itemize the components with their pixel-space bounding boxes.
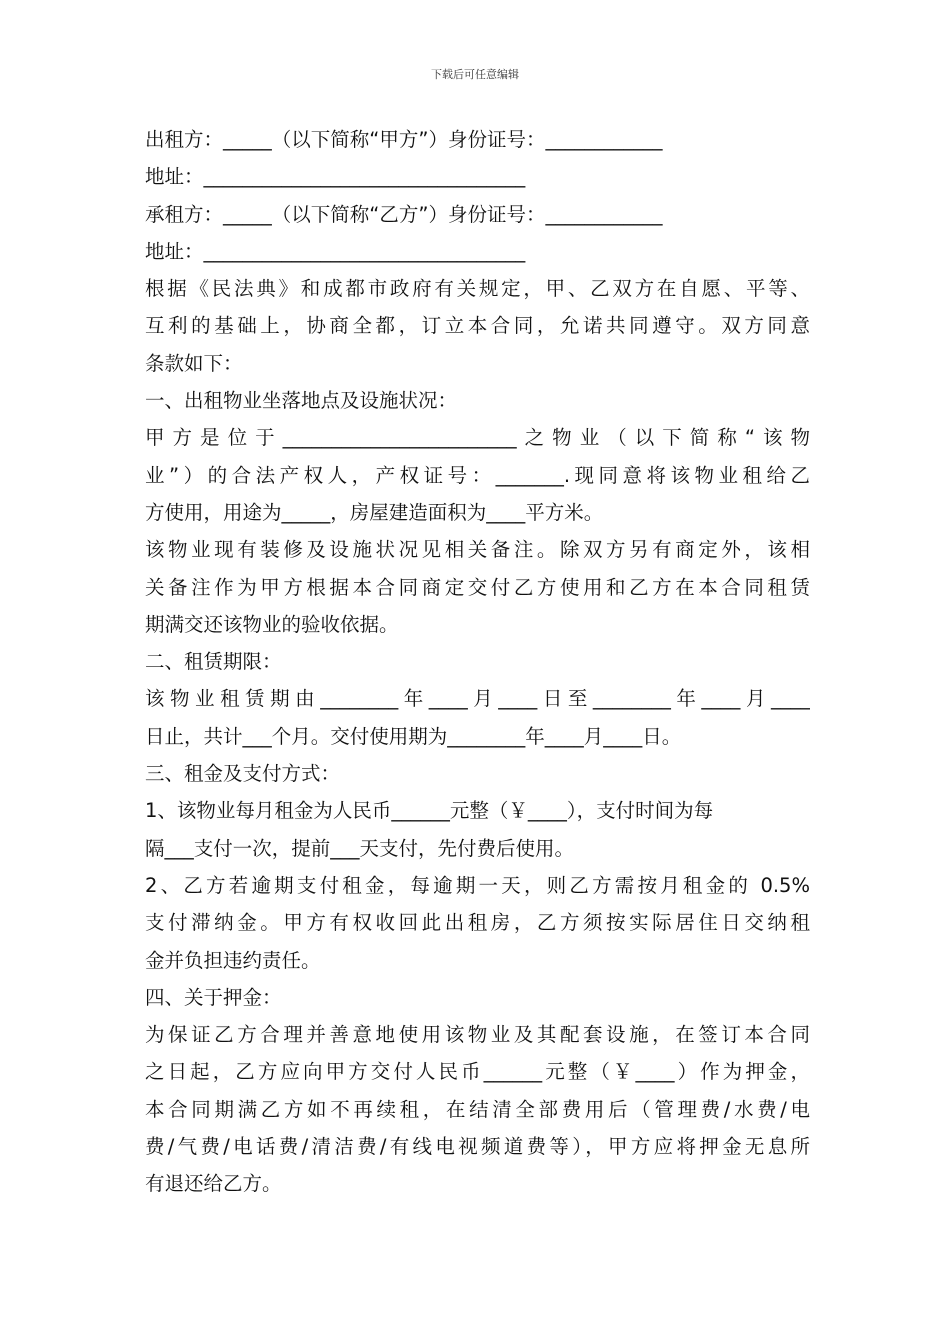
contract-line: 支付滞纳金。甲方有权收回此出租房，乙方须按实际居住日交纳租 — [145, 911, 810, 935]
contract-line: 地址：_________________________________ — [145, 239, 526, 263]
contract-line: 甲方是位于________________________之物业（以下简称“该物 — [145, 426, 810, 450]
contract-line: 1、该物业每月租金为人民币______元整（￥____），支付时间为每 — [145, 799, 714, 823]
contract-line: 承租方：_____（以下简称“乙方”）身份证号：____________ — [145, 202, 663, 226]
contract-line: 三、租金及支付方式： — [145, 762, 341, 786]
contract-line: 为保证乙方合理并善意地使用该物业及其配套设施，在签订本合同 — [145, 1023, 810, 1047]
contract-line: 方使用，用途为_____，房屋建造面积为____平方米。 — [145, 500, 604, 524]
contract-line: 本合同期满乙方如不再续租，在结清全部费用后（管理费/水费/电 — [145, 1097, 810, 1121]
contract-line: 互利的基础上，协商全都，订立本合同，允诺共同遵守。双方同意 — [145, 314, 810, 338]
contract-line: 一、出租物业坐落地点及设施状况： — [145, 389, 458, 413]
contract-line: 该物业现有装修及设施状况见相关备注。除双方另有商定外，该相 — [145, 538, 810, 562]
contract-line: 隔___支付一次，提前___天支付，先付费后使用。 — [145, 836, 575, 860]
contract-line: 之日起，乙方应向甲方交付人民币______元整（￥____）作为押金， — [145, 1060, 810, 1084]
contract-line: 2、乙方若逾期支付租金，每逾期一天，则乙方需按月租金的 0.5% — [145, 873, 810, 897]
contract-body — [145, 121, 810, 1203]
contract-line: 四、关于押金： — [145, 985, 282, 1009]
contract-line: 二、租赁期限： — [145, 650, 282, 674]
contract-line: 有退还给乙方。 — [145, 1172, 282, 1196]
contract-line: 根据《民法典》和成都市政府有关规定，甲、乙双方在自愿、平等、 — [145, 277, 810, 301]
contract-line: 日止，共计___个月。交付使用期为________年____月____日。 — [145, 724, 682, 748]
contract-line: 金并负担违约责任。 — [145, 948, 321, 972]
contract-line: 地址：_________________________________ — [145, 165, 526, 189]
header-note: 下载后可任意编辑 — [431, 68, 519, 81]
contract-line: 条款如下： — [145, 351, 243, 375]
contract-line: 业”）的合法产权人，产权证号：_______.现同意将该物业租给乙 — [145, 463, 810, 487]
contract-line: 费/气费/电话费/清洁费/有线电视频道费等），甲方应将押金无息所 — [145, 1135, 810, 1159]
contract-line: 出租方：_____（以下简称“甲方”）身份证号：____________ — [145, 128, 663, 151]
contract-line: 期满交还该物业的验收依据。 — [145, 612, 399, 636]
contract-line: 关备注作为甲方根据本合同商定交付乙方使用和乙方在本合同租赁 — [145, 575, 810, 599]
contract-line: 该物业租赁期由________年____月____日至________年____月____ — [145, 687, 810, 711]
